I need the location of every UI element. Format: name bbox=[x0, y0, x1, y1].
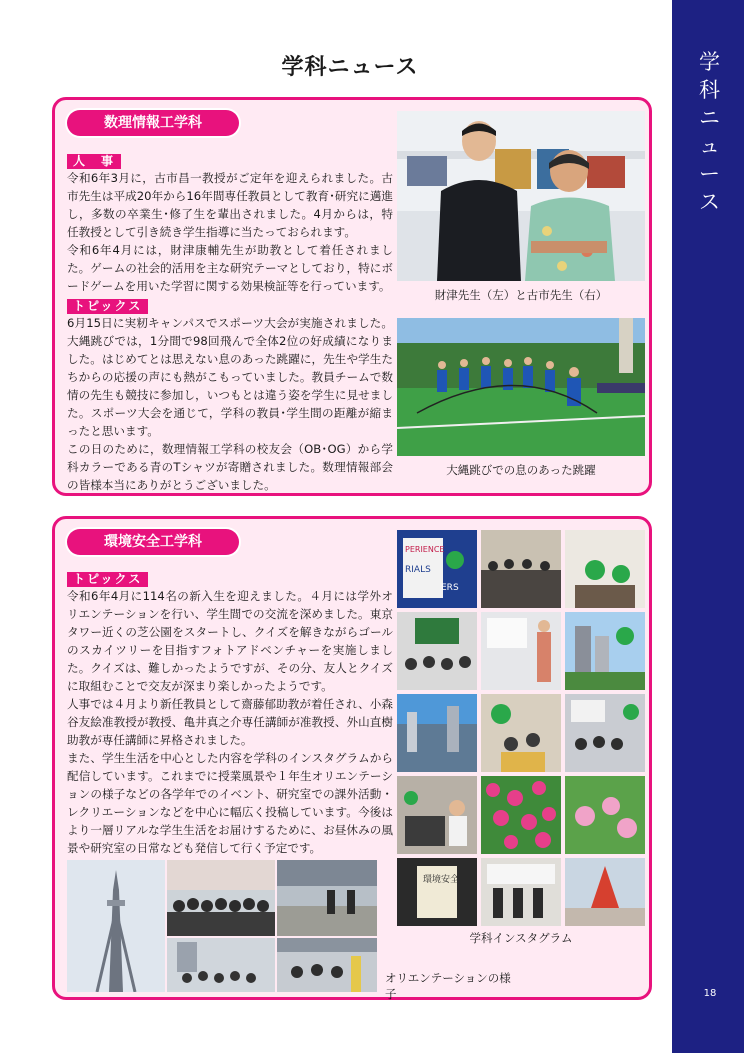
instagram-post bbox=[397, 530, 477, 608]
topics-paragraph-1: 6月15日に実籾キャンパスでスポーツ大会が実施されました。大縄跳びでは，1分間で98回飛んで全体2位の好成績になりました。はじめてとは思えない息のあった跳躍に，先生や学生たちからの応援の声にも熱がこもっていました。教員チームで数情の先生も競技に参加し，いつもとは違う姿を学生に見せました。スポーツ大会を通じて，学科の教員･学生間の距離が縮まったと思います。 bbox=[67, 316, 393, 438]
instagram-post bbox=[565, 858, 645, 926]
instagram-post bbox=[565, 612, 645, 690]
orientation-collage bbox=[67, 860, 377, 992]
section1-text-column bbox=[67, 150, 393, 494]
instagram-post bbox=[397, 858, 477, 926]
orientation-photo bbox=[167, 938, 275, 992]
instagram-post bbox=[481, 612, 561, 690]
topics-paragraph-1: 令和6年4月に114名の新入生を迎えました。４月には学外オリエンテーションを行い、学生間での交流を深めました。東京タワー近くの芝公園をスタートし、クイズを解きながらゴールのスカイツリーを目指すフォトアドベンチャーを実施しました。クイズは、難しかったようですが、その分、友人とクイズに取組むことで交友が深まり楽しかったようです。 bbox=[67, 589, 393, 693]
page-number: 18 bbox=[703, 988, 717, 999]
instagram-post bbox=[397, 612, 477, 690]
section-env-safety bbox=[52, 516, 652, 1000]
topics-tag: トピックス bbox=[67, 572, 148, 587]
department-label: 数理情報工学科 bbox=[67, 110, 239, 136]
instagram-post bbox=[565, 776, 645, 854]
personnel-paragraph-2: 令和6年4月には，財津康輔先生が助教として着任されました。ゲームの社会的活用を主な研究テーマとしており，特にボードゲームを用いた学習に関する効果検証等を行っています。 bbox=[67, 243, 393, 293]
orientation-photo bbox=[277, 860, 377, 936]
instagram-grid bbox=[397, 530, 645, 926]
section2-text-column bbox=[67, 568, 393, 857]
personnel-tag: 人 事 bbox=[67, 154, 121, 169]
instagram-post bbox=[397, 776, 477, 854]
topics-paragraph-2: この日のために，数理情報工学科の校友会（OB･OG）から学科カラーである青のTシャツが寄贈されました。数理情報部会の皆様本当にありがとうございました。 bbox=[67, 442, 393, 492]
instagram-post bbox=[481, 776, 561, 854]
instagram-text: 環境安全 bbox=[423, 875, 460, 885]
instagram-post bbox=[481, 858, 561, 926]
instagram-post bbox=[565, 530, 645, 608]
department-label: 環境安全工学科 bbox=[67, 529, 239, 555]
instagram-post bbox=[481, 694, 561, 772]
rope-jump-photo-caption: 大縄跳びでの息のあった跳躍 bbox=[446, 463, 596, 477]
section-math-info bbox=[52, 97, 652, 496]
personnel-paragraph-1: 令和6年3月に，古市昌一教授がご定年を迎えられました。古市先生は平成20年から16年間専任教員として教育･研究に邁進し，多数の卒業生･修了生を輩出されました。4月からは，特任教授として引き続き学生指導に当たっておられます。 bbox=[67, 171, 393, 239]
professors-photo-caption: 財津先生（左）と古市先生（右） bbox=[434, 288, 608, 302]
rope-jump-photo bbox=[397, 318, 645, 456]
orientation-caption: オリエンテーションの様子 bbox=[385, 971, 511, 1001]
instagram-caption: 学科インスタグラム bbox=[469, 931, 573, 945]
orientation-photo bbox=[67, 860, 165, 992]
topics-paragraph-2: 人事では４月より新任教員として齋藤郁助教が着任され、小森谷友絵准教授が教授、亀井真之介専任講師が准教授、外山直樹助教が専任講師に昇格されました。 bbox=[67, 697, 393, 747]
sidebar-title: 学 科 ニ ュ ー ス bbox=[699, 50, 721, 214]
instagram-post bbox=[565, 694, 645, 772]
orientation-photo bbox=[167, 860, 275, 936]
instagram-text: RIALS bbox=[405, 565, 431, 575]
page-title: 学科ニュース bbox=[281, 55, 419, 80]
instagram-post bbox=[397, 694, 477, 772]
topics-paragraph-3: また、学生生活を中心とした内容を学科のインスタグラムから配信しています。これまでに授業風景や１年生オリエンテーションの様子などの各学年でのイベント、研究室での課外活動・レクリエーションなどを中心に幅広く投稿しています。今後はより一層リアルな学生生活をお届けするために、お昼休みの風景や研究室の日常なども発信して行く予定です。 bbox=[67, 751, 393, 855]
instagram-text: PERIENCE bbox=[405, 545, 445, 554]
professors-photo bbox=[397, 111, 645, 281]
instagram-text: ERS bbox=[441, 583, 459, 593]
instagram-post bbox=[481, 530, 561, 608]
orientation-photo bbox=[277, 938, 377, 992]
topics-tag: トピックス bbox=[67, 299, 148, 314]
